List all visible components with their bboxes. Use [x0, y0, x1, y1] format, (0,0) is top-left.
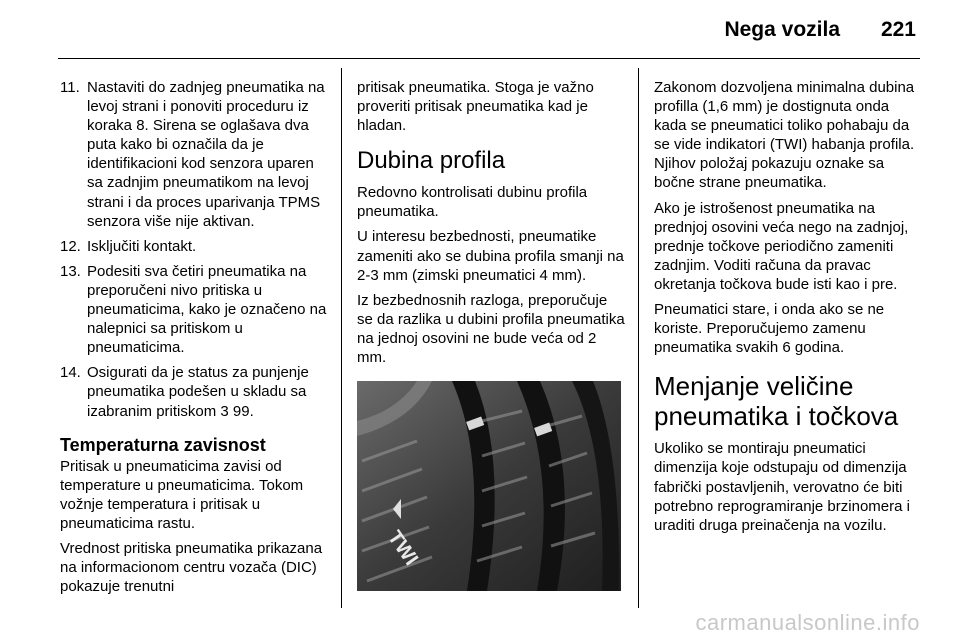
- step-number: 14.: [60, 364, 81, 382]
- paragraph: Ukoliko se montiraju pneumatici dimenzija koje odstupaju od dimenzija fabrički postavljenih, verovatno će biti potrebno reprogramiranje brzinomera i uraditi druga preinačenja na vozilu.: [654, 440, 910, 534]
- step-number: 13.: [60, 262, 81, 280]
- step-number: 12.: [60, 237, 81, 255]
- column-3: [654, 78, 924, 541]
- paragraph: Ako je istrošenost pneumatika na prednjoj osovini veća nego na zadnjoj, prednje točkove periodično zameniti zadnjim. Voditi računa da pravac okretanja točkova bude isti kao i pre.: [654, 199, 909, 293]
- page-header: [0, 18, 960, 42]
- section-title: Nega vozila: [724, 18, 840, 41]
- paragraph: Pneumatici stare, i onda ako se ne koriste. Preporučujemo zamenu pneumatika svakih 6 godina.: [654, 301, 885, 357]
- list-item: [60, 363, 330, 420]
- page-reference-link[interactable]: 99.: [228, 402, 254, 420]
- step-text: Nastaviti do zadnjeg pneumatika na levoj strani i ponoviti proceduru iz koraka 8. Sirena se oglašava dva puta kako bi označila da je identifikacioni kod senzora uparen sa zadnjim pneumatikom na levoj strani i da proces uparivanja TPMS senzora više nije aktivan.: [87, 79, 325, 230]
- paragraph: Iz bezbednosnih razloga, preporučuje se da razlika u dubini profila pneumatika na jednoj osovini ne bude veća od 2 mm.: [357, 291, 625, 367]
- column-divider-1: [341, 68, 342, 608]
- list-item: [60, 262, 330, 357]
- step-text: Osigurati da je status za punjenje pneumatika podešen u skladu sa izabranim pritiskom: [87, 364, 309, 420]
- page-number: 221: [880, 18, 916, 41]
- paragraph: Pritisak u pneumaticima zavisi od temperature u pneumaticima. Tokom vožnje temperatura i pritisak u pneumaticima rastu.: [60, 457, 304, 532]
- column-divider-2: [638, 68, 639, 608]
- paragraph: Vrednost pritiska pneumatika prikazana na informacionom centru vozača (DIC) pokazuje trenutni: [60, 539, 323, 596]
- heading-temperature: Temperaturna zavisnost: [60, 434, 266, 455]
- heading-size-change: Menjanje veličine pneumatika i točkova: [654, 371, 899, 432]
- list-item: [60, 78, 330, 231]
- tire-tread-image: [357, 381, 621, 591]
- column-1: [60, 78, 330, 602]
- step-text: Isključiti kontakt.: [87, 237, 197, 255]
- heading-tread-depth: Dubina profila: [357, 147, 506, 175]
- step-number: 11.: [60, 79, 80, 96]
- page-reference-arrow-icon[interactable]: 3: [220, 402, 229, 420]
- paragraph: Redovno kontrolisati dubinu profila pneumatika.: [357, 184, 588, 221]
- step-text: Podesiti sva četiri pneumatika na preporučeni nivo pritiska u pneumaticima, kako je označeno na nalepnici sa pritiskom u pneumaticima.: [87, 262, 327, 357]
- twi-label: TWI: [383, 526, 423, 570]
- list-item: [60, 237, 330, 256]
- column-2: [357, 78, 627, 591]
- paragraph: Zakonom dozvoljena minimalna dubina profilla (1,6 mm) je dostignuta onda kada se pneumatici toliko pohabaju da se vide indikatori (TWI) habanja profila. Njihov položaj pokazuju oznake sa bočne strane pneumatika.: [654, 79, 915, 192]
- watermark: carmanualsonline.info: [695, 610, 920, 635]
- paragraph: pritisak pneumatika. Stoga je važno proveriti pritisak pneumatika kad je hladan.: [357, 79, 594, 135]
- tire-tread-illustration: [357, 381, 621, 591]
- paragraph: U interesu bezbednosti, pneumatike zameniti ako se dubina profila smanji na 2-3 mm (zimski pneumatici 4 mm).: [357, 228, 624, 284]
- header-rule: [58, 58, 920, 59]
- steps-list: [60, 78, 330, 421]
